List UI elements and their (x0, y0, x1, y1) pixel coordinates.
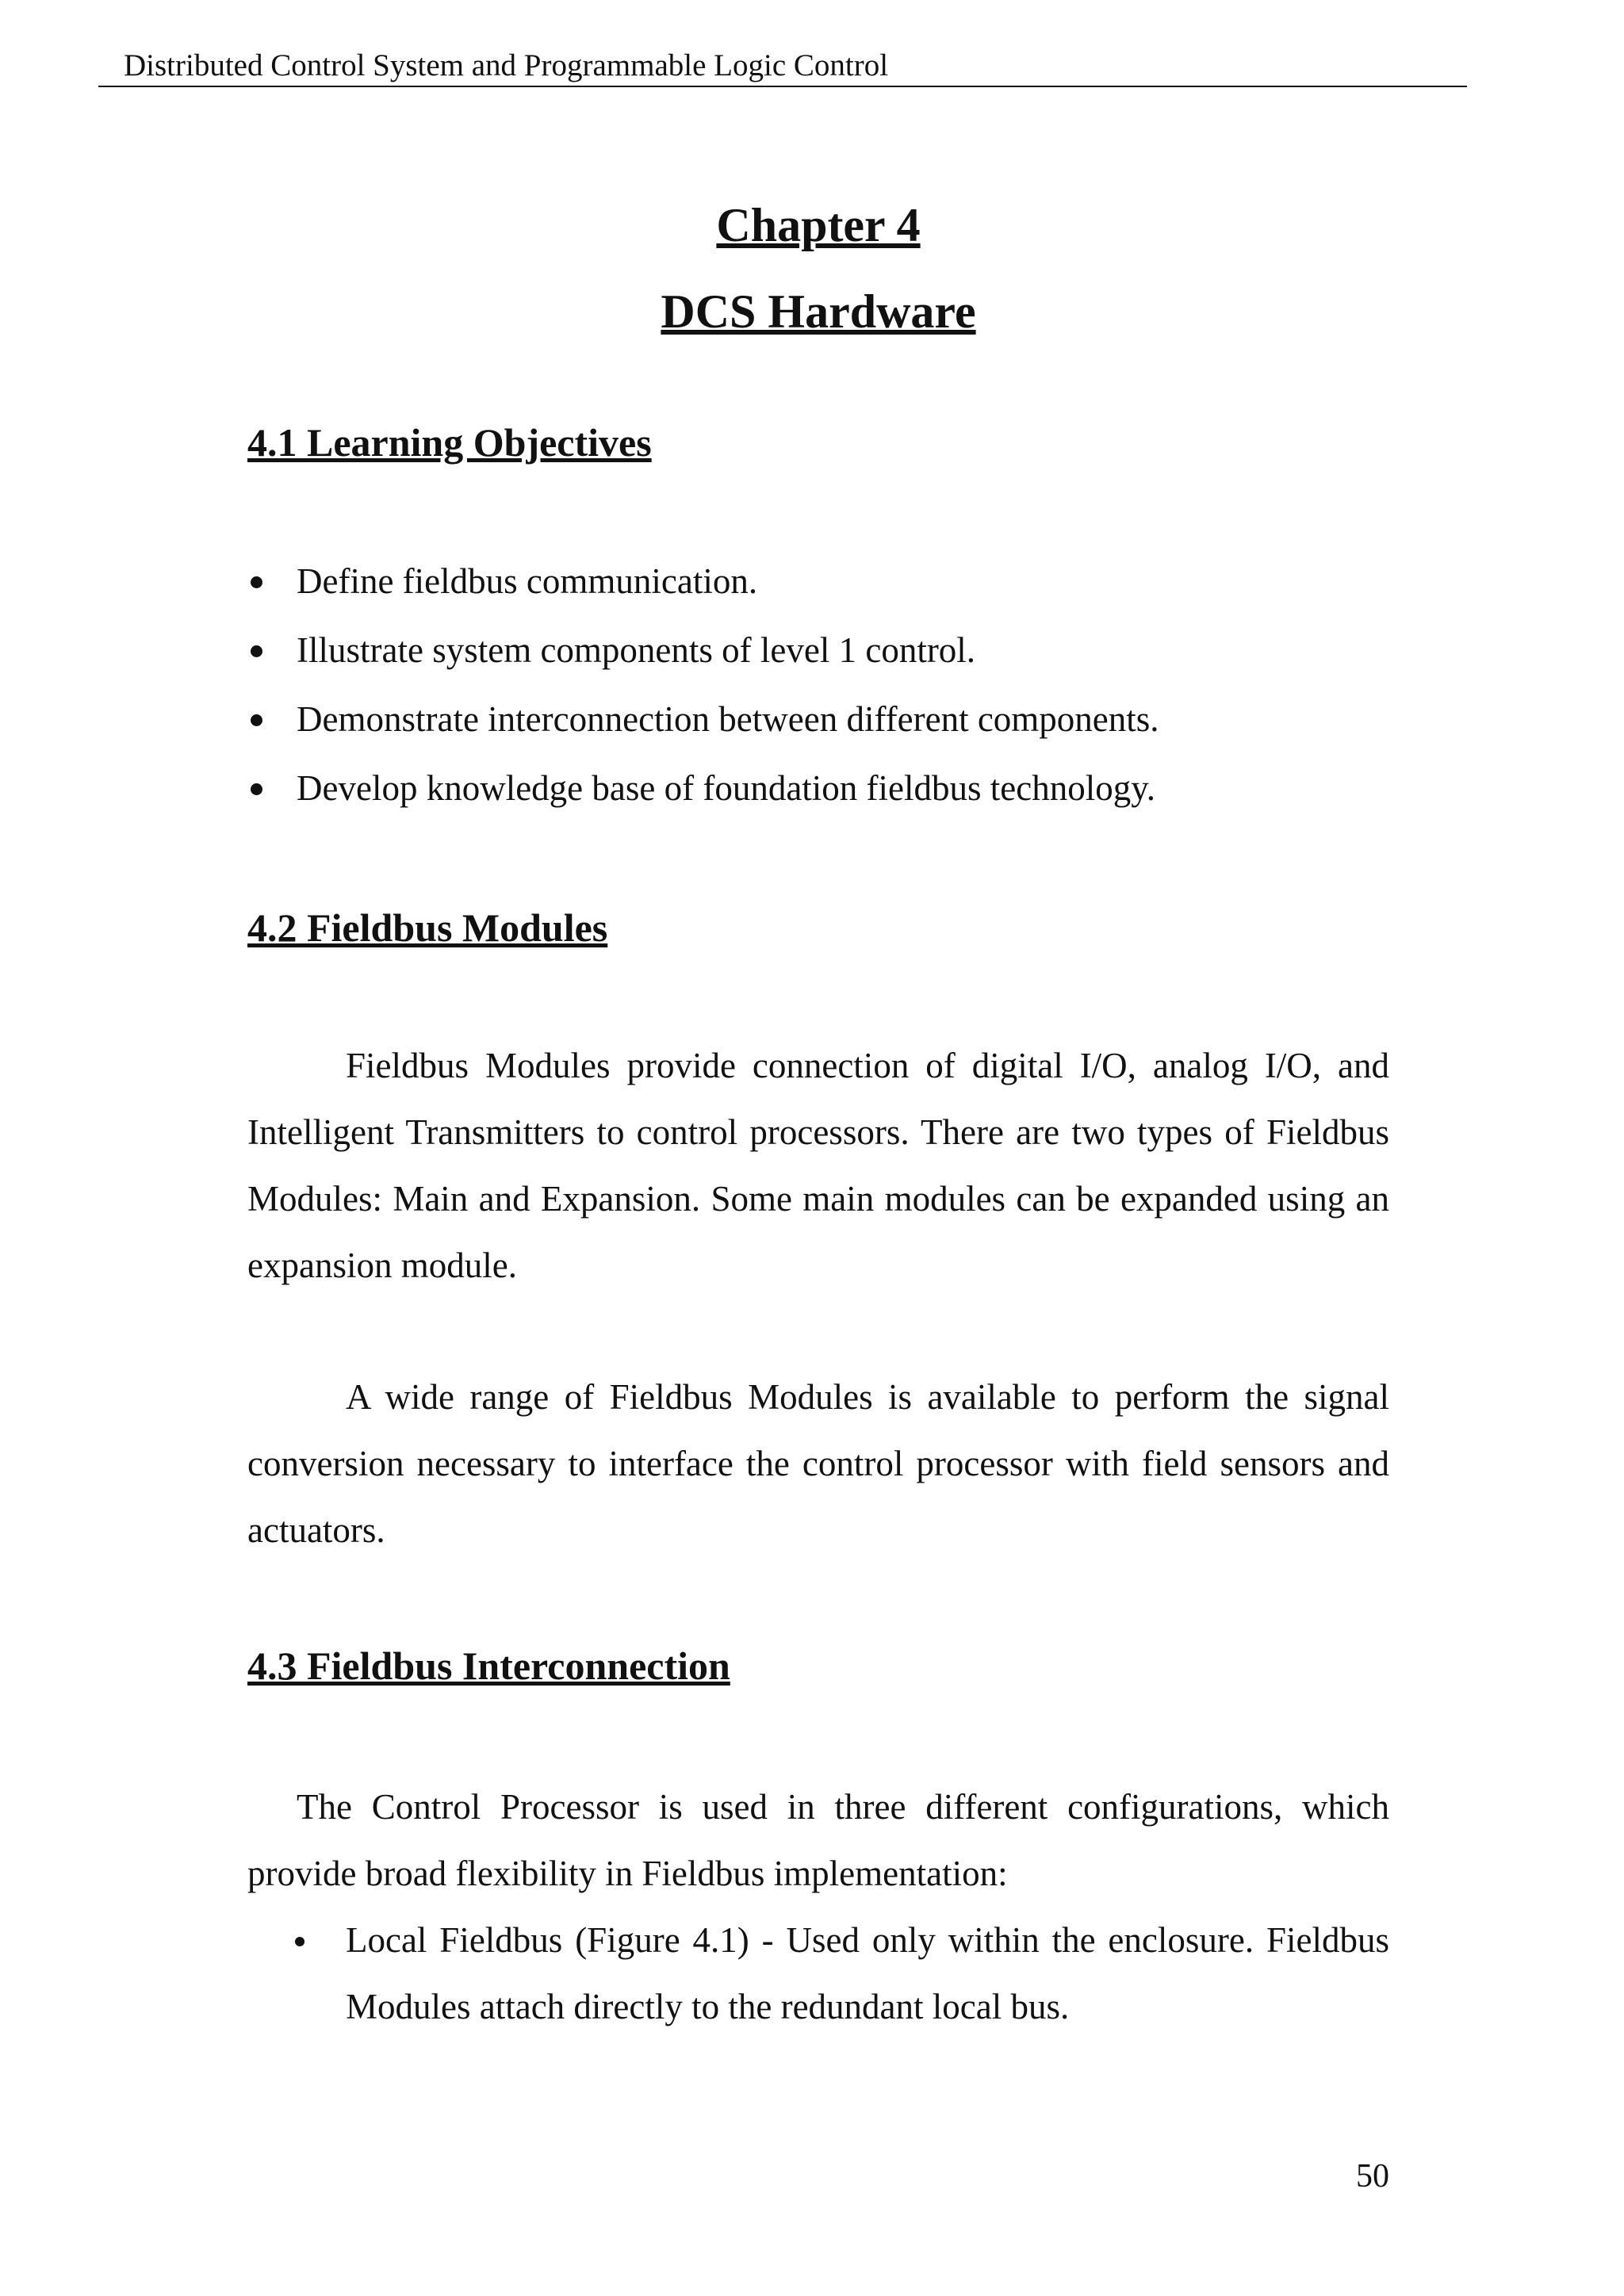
list-item-text: Develop knowledge base of foundation fieldbus technology. (297, 768, 1156, 808)
section-heading-learning-objectives: 4.1 Learning Objectives (247, 420, 652, 465)
list-item-text: Illustrate system components of level 1 control. (297, 630, 976, 670)
list-item-text: Local Fieldbus (Figure 4.1) - Used only within the enclosure. Fieldbus Modules attach directly to the redundant local bus. (346, 1920, 1389, 2026)
page-number: 50 (1356, 2158, 1389, 2195)
paragraph: Fieldbus Modules provide connection of digital I/O, analog I/O, and Intelligent Transmitters to control processors. There are two types of Fieldbus Modules: Main and Expansion. Some main modules can be expanded using an expansion module. (247, 1046, 1389, 1285)
bullet-icon (251, 714, 262, 726)
bullet-icon (251, 645, 262, 657)
list-item (247, 626, 1389, 695)
chapter-title: DCS Hardware (661, 285, 976, 338)
configuration-list (247, 1907, 1389, 2040)
paragraph: A wide range of Fieldbus Modules is available to perform the signal conversion necessary to interface the control processor with field sensors and actuators. (247, 1377, 1389, 1550)
objectives-list (247, 557, 1389, 833)
bullet-icon (251, 783, 262, 795)
bullet-icon (251, 576, 262, 588)
section-heading-fieldbus-modules: 4.2 Fieldbus Modules (247, 905, 608, 950)
chapter-number: Chapter 4 (716, 199, 921, 251)
list-item-text: Demonstrate interconnection between different components. (297, 699, 1159, 739)
bullet-icon (295, 1937, 304, 1946)
list-item (247, 695, 1389, 764)
list-item (247, 764, 1389, 833)
paragraph: The Control Processor is used in three different configurations, which provide broad flexibility in Fieldbus implementation: (247, 1787, 1389, 1893)
list-item (247, 557, 1389, 626)
section-heading-fieldbus-interconnection: 4.3 Fieldbus Interconnection (247, 1644, 730, 1688)
list-item (247, 1907, 1389, 2040)
list-item-text: Define fieldbus communication. (297, 561, 758, 601)
running-header: Distributed Control System and Programmable Logic Control (98, 46, 1467, 87)
